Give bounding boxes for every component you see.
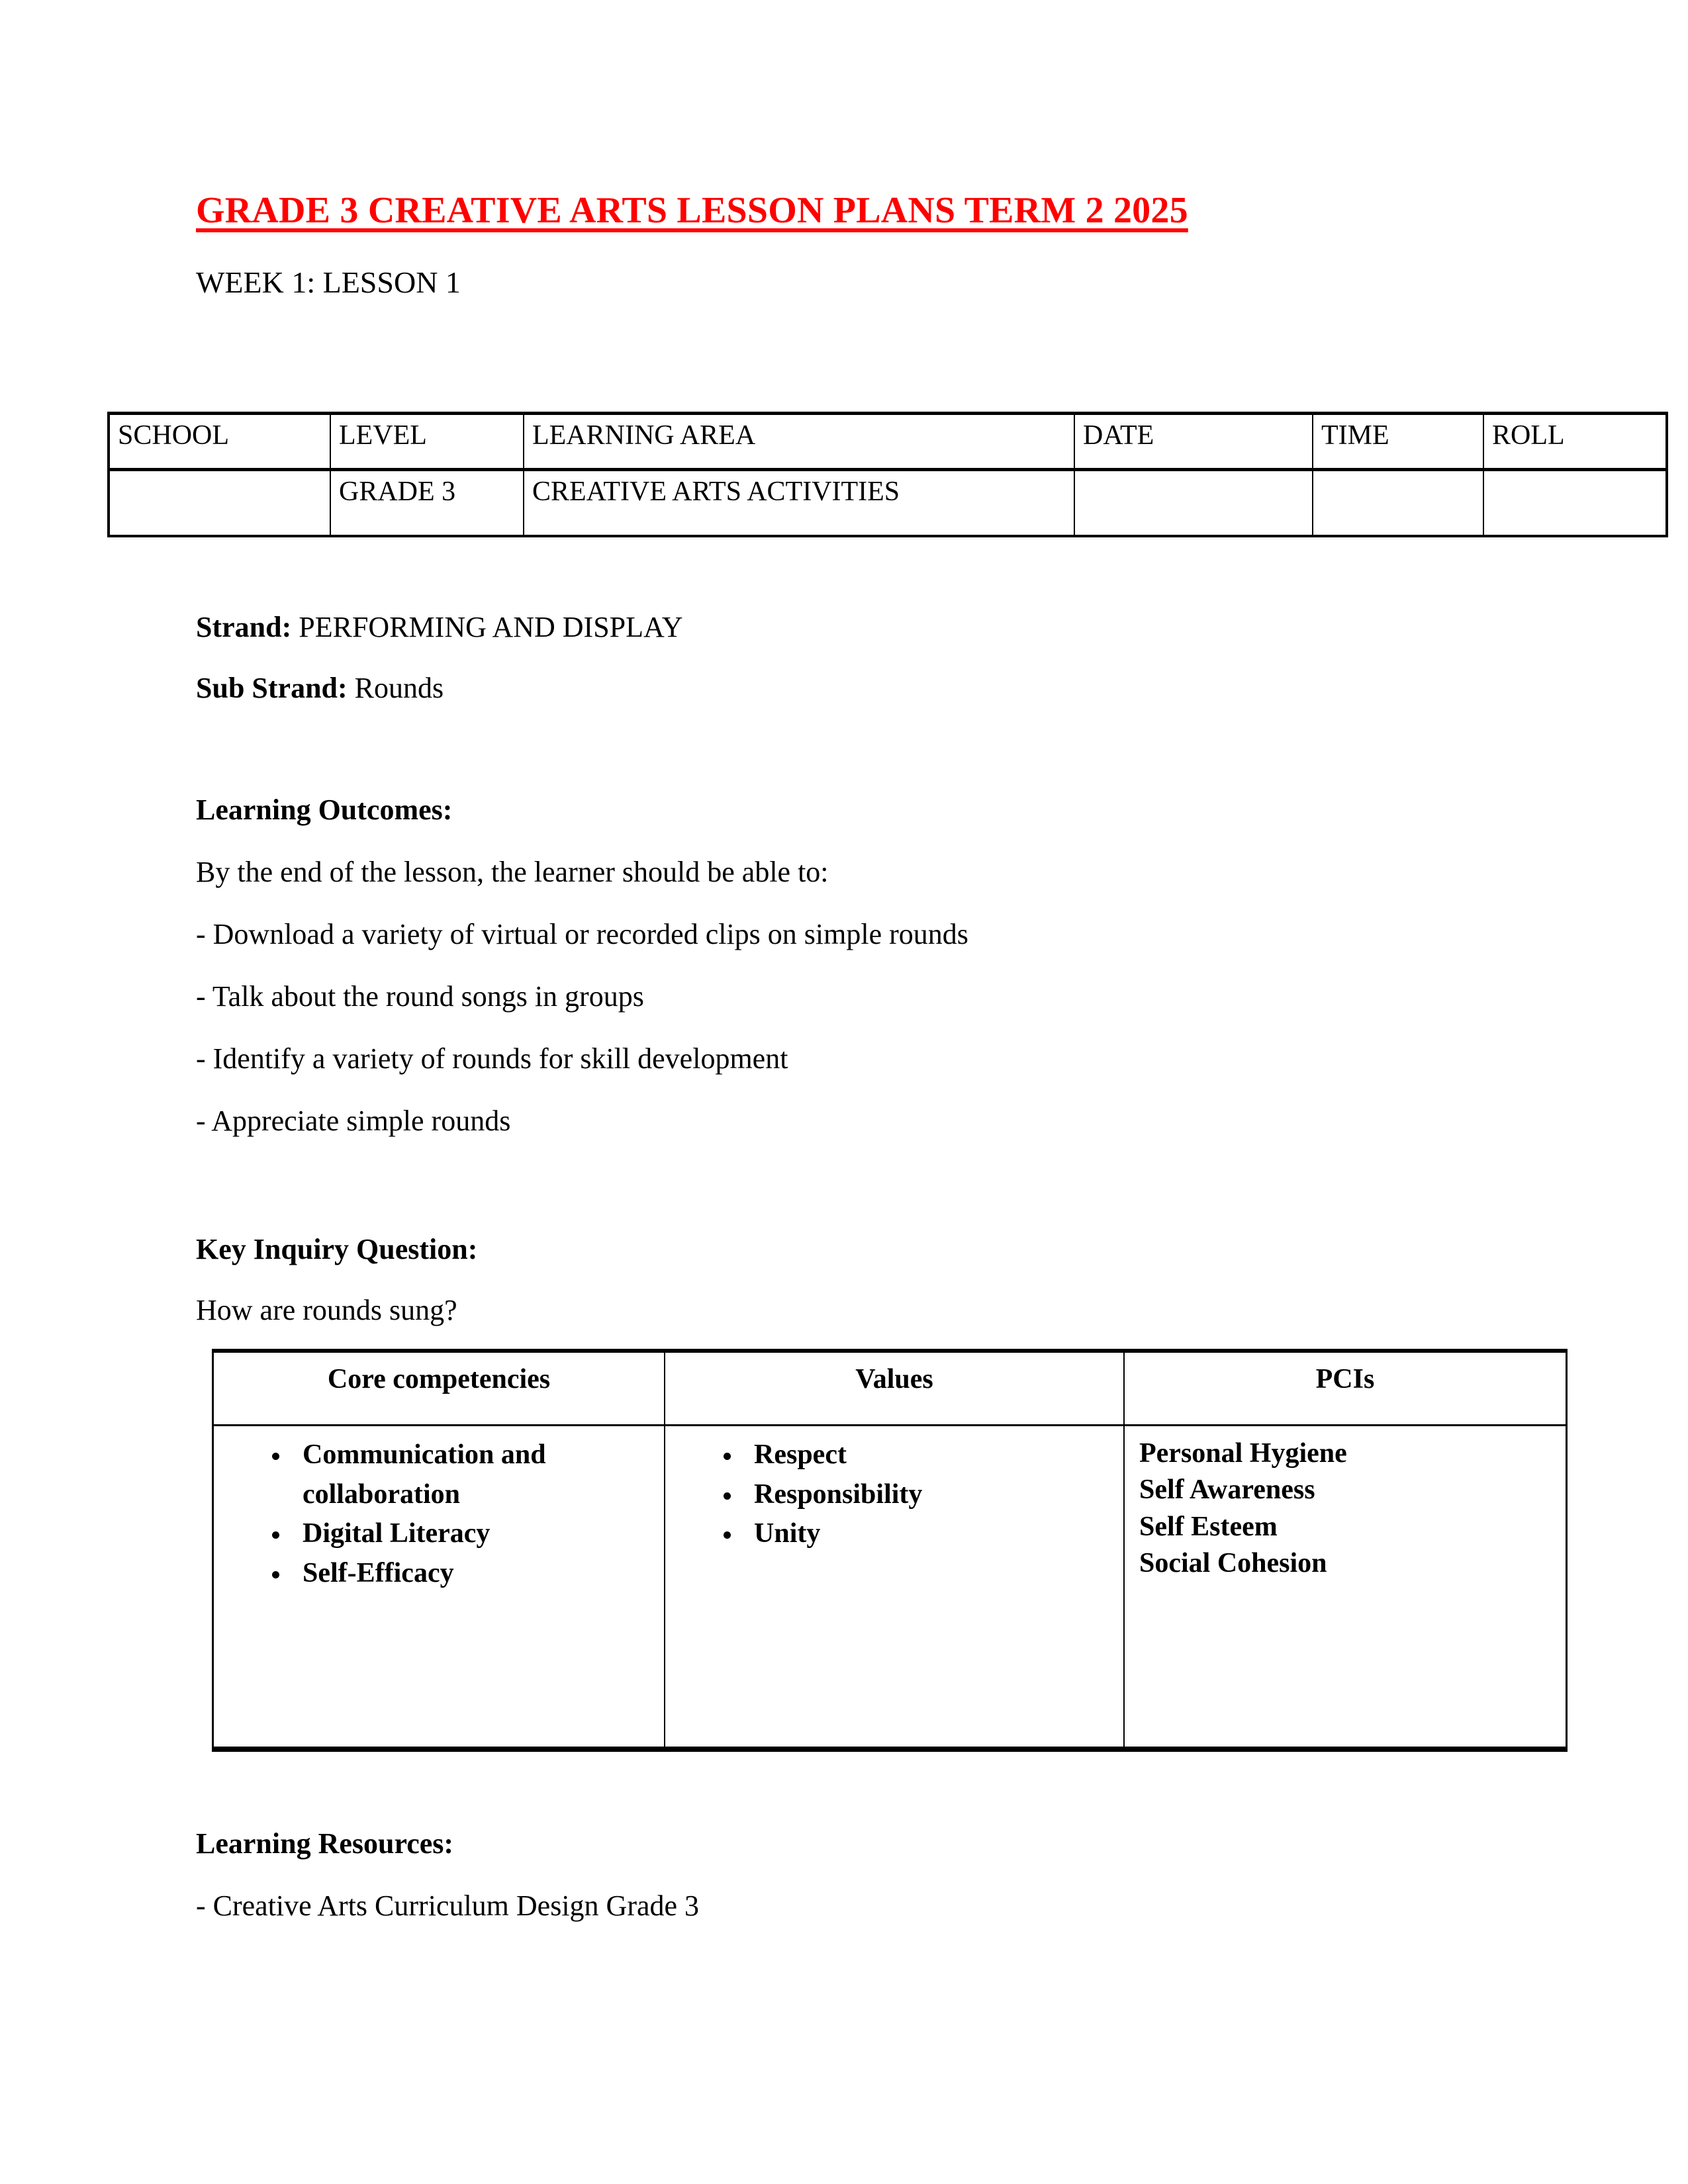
header-values: Values bbox=[665, 1351, 1124, 1426]
sub-strand-line bbox=[196, 674, 444, 703]
learning-resources-heading: Learning Resources: bbox=[196, 1827, 454, 1860]
list-item: Social Cohesion bbox=[1139, 1548, 1327, 1579]
week-lesson-label: WEEK 1: LESSON 1 bbox=[196, 265, 461, 299]
list-item: • Unity bbox=[742, 1514, 1110, 1554]
header-date: DATE bbox=[1074, 414, 1313, 470]
cell-learning-area[interactable]: CREATIVE ARTS ACTIVITIES bbox=[524, 470, 1074, 537]
header-level: LEVEL bbox=[330, 414, 524, 470]
cell-roll[interactable] bbox=[1483, 470, 1667, 537]
table-row bbox=[109, 470, 1667, 537]
list-item: • Respect bbox=[742, 1435, 1110, 1475]
header-pcis: PCIs bbox=[1124, 1351, 1567, 1426]
key-inquiry-heading: Key Inquiry Question: bbox=[196, 1233, 478, 1265]
table-header-row bbox=[109, 414, 1667, 470]
learning-outcomes-heading: Learning Outcomes: bbox=[196, 794, 453, 826]
list-item: • Responsibility bbox=[742, 1475, 1110, 1515]
learning-resource-item-1: - Creative Arts Curriculum Design Grade 3 bbox=[196, 1889, 700, 1922]
key-inquiry-question: How are rounds sung? bbox=[196, 1294, 457, 1326]
strand-value: PERFORMING AND DISPLAY bbox=[299, 611, 683, 643]
strand-line bbox=[196, 613, 683, 642]
cell-values bbox=[665, 1426, 1124, 1750]
learning-outcome-item-3: - Identify a variety of rounds for skill development bbox=[196, 1042, 788, 1075]
lesson-info-table bbox=[107, 412, 1668, 537]
cell-date[interactable] bbox=[1074, 470, 1313, 537]
values-list bbox=[665, 1435, 1123, 1554]
sub-strand-label: Sub Strand: bbox=[196, 672, 348, 704]
learning-outcome-item-4: - Appreciate simple rounds bbox=[196, 1105, 511, 1137]
core-competencies-list bbox=[214, 1435, 664, 1594]
list-item: • Digital Literacy bbox=[291, 1514, 651, 1554]
learning-outcome-item-1: - Download a variety of virtual or recorded clips on simple rounds bbox=[196, 918, 968, 950]
header-core-competencies: Core competencies bbox=[213, 1351, 665, 1426]
learning-outcome-item-2: - Talk about the round songs in groups bbox=[196, 980, 644, 1013]
cell-time[interactable] bbox=[1313, 470, 1483, 537]
header-school: SCHOOL bbox=[109, 414, 330, 470]
list-item: Self Awareness bbox=[1139, 1475, 1315, 1506]
cell-pcis bbox=[1124, 1426, 1567, 1750]
cell-level[interactable]: GRADE 3 bbox=[330, 470, 524, 537]
list-item: Personal Hygiene bbox=[1139, 1438, 1347, 1469]
learning-outcomes-intro: By the end of the lesson, the learner should be able to: bbox=[196, 856, 829, 888]
header-time: TIME bbox=[1313, 414, 1483, 470]
list-item: • Communication and collaboration bbox=[291, 1435, 651, 1514]
header-learning-area: LEARNING AREA bbox=[524, 414, 1074, 470]
cell-school[interactable] bbox=[109, 470, 330, 537]
table-row bbox=[213, 1426, 1567, 1750]
table-header-row bbox=[213, 1351, 1567, 1426]
sub-strand-value: Rounds bbox=[354, 672, 444, 704]
list-item: • Self-Efficacy bbox=[291, 1554, 651, 1594]
cell-core-competencies bbox=[213, 1426, 665, 1750]
pcis-list bbox=[1125, 1435, 1566, 1582]
list-item: Self Esteem bbox=[1139, 1511, 1278, 1542]
page-title: GRADE 3 CREATIVE ARTS LESSON PLANS TERM 2 2025 bbox=[196, 190, 1188, 231]
strand-label: Strand: bbox=[196, 611, 292, 643]
competency-values-pci-table bbox=[212, 1349, 1568, 1752]
header-roll: ROLL bbox=[1483, 414, 1667, 470]
